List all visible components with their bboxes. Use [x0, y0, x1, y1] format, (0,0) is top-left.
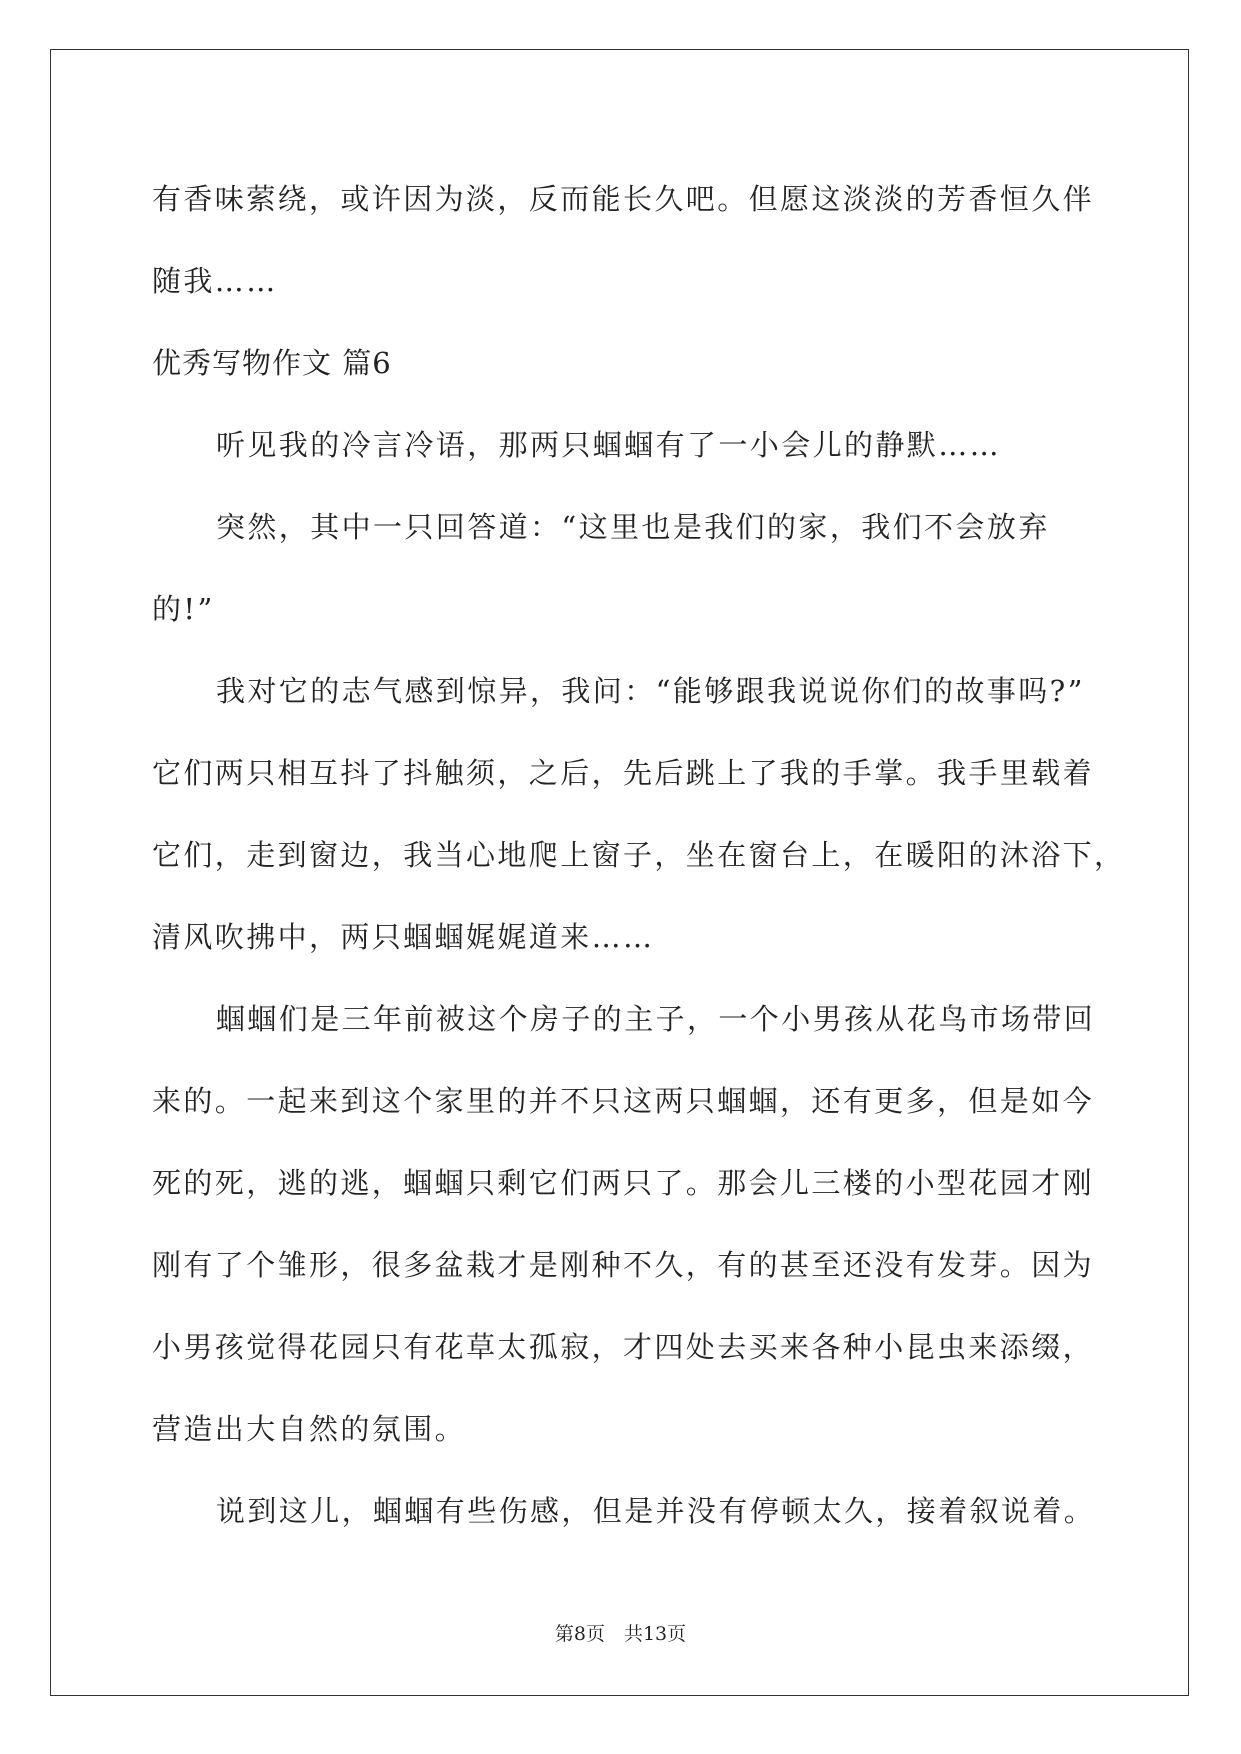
section-heading: 优秀写物作文 篇6 — [152, 346, 392, 380]
text-line: 营造出大自然的氛围。 — [152, 1412, 467, 1446]
text-line: 有香味萦绕，或许因为淡，反而能长久吧。但愿这淡淡的芳香恒久伴 — [152, 182, 1095, 216]
paragraph-first-line: 说到这儿，蝈蝈有些伤感，但是并没有停顿太久，接着叙说着。 — [216, 1494, 1096, 1528]
text-line: 死的死，逃的逃，蝈蝈只剩它们两只了。那会儿三楼的小型花园才刚 — [152, 1166, 1095, 1200]
text-line: 随我…… — [152, 264, 278, 298]
paragraph-first-line: 听见我的冷言冷语，那两只蝈蝈有了一小会儿的静默…… — [216, 428, 1002, 462]
text-line: 小男孩觉得花园只有花草太孤寂，才四处去买来各种小昆虫来添缀， — [152, 1330, 1095, 1364]
paragraph-first-line: 我对它的志气感到惊异，我问：“能够跟我说说你们的故事吗?” — [216, 674, 1085, 708]
document-body — [152, 158, 1126, 1552]
paragraph-first-line: 突然，其中一只回答道：“这里也是我们的家，我们不会放弃 — [216, 510, 1050, 544]
text-line: 来的。一起来到这个家里的并不只这两只蝈蝈，还有更多，但是如今 — [152, 1084, 1095, 1118]
text-line: 刚有了个雏形，很多盆栽才是刚种不久，有的甚至还没有发芽。因为 — [152, 1248, 1095, 1282]
text-line: 它们，走到窗边，我当心地爬上窗子，坐在窗台上，在暖阳的沐浴下， — [152, 838, 1126, 872]
text-line: 的!” — [152, 592, 215, 626]
text-line: 它们两只相互抖了抖触须，之后，先后跳上了我的手掌。我手里载着 — [152, 756, 1095, 790]
paragraph-first-line: 蝈蝈们是三年前被这个房子的主子，一个小男孩从花鸟市场带回 — [216, 1002, 1096, 1036]
page-number: 第8页 共13页 — [554, 1623, 687, 1645]
text-line: 清风吹拂中，两只蝈蝈娓娓道来…… — [152, 920, 655, 954]
